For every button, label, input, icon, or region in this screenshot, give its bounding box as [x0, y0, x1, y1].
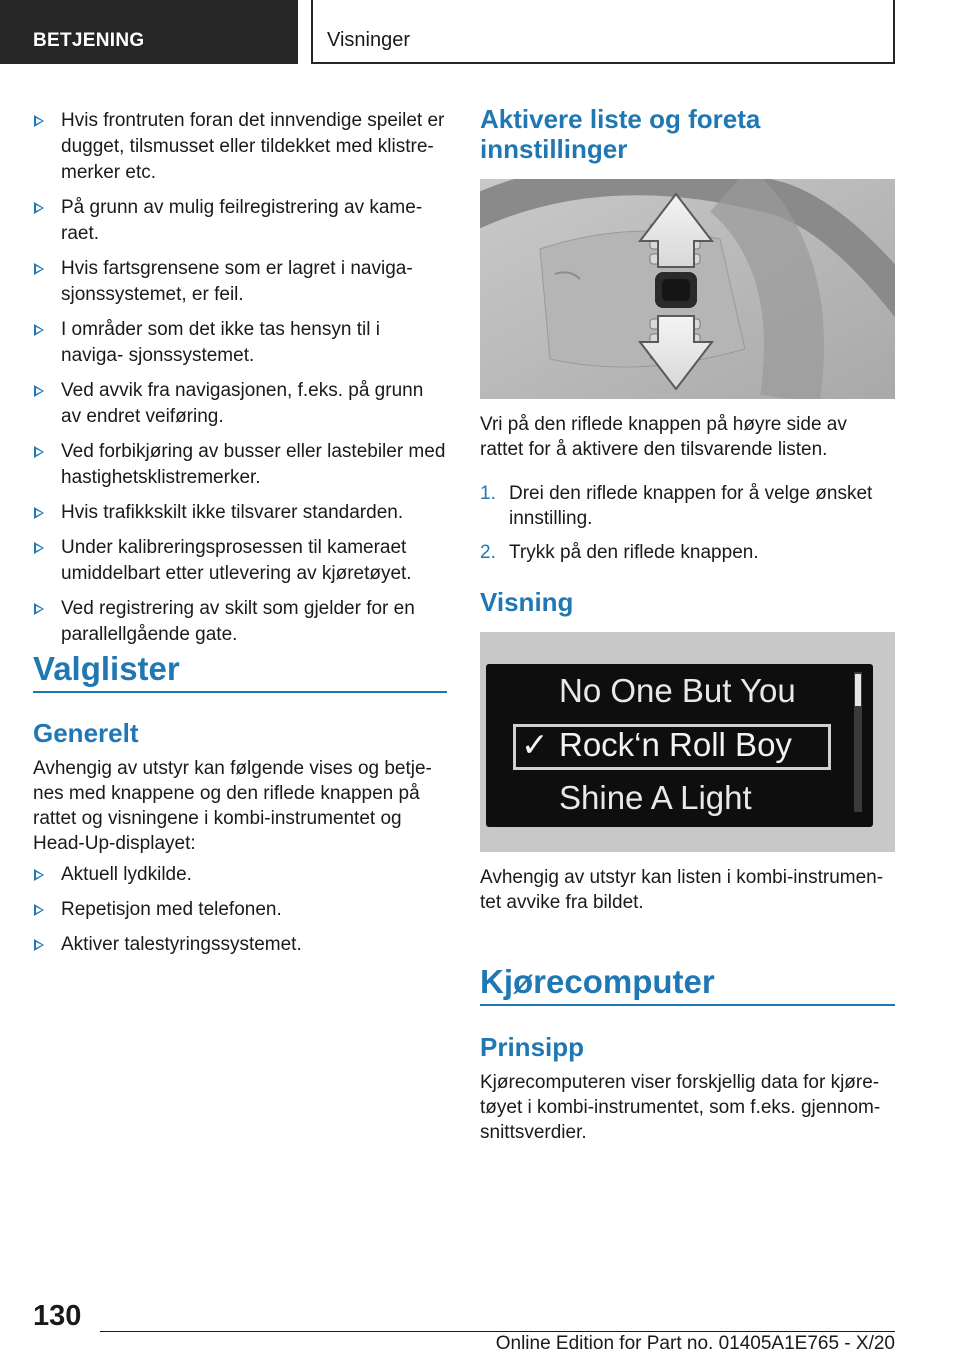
- footer-rule: [100, 1331, 895, 1332]
- wheel-caption: Vri på den riflede knappen på høyre side av rattet for å aktivere den tilsvarende listen.: [480, 414, 847, 460]
- list-item: Hvis frontruten foran det innvendige speilet er dugget, tilsmusset eller tildekket med klistre‐ merker etc.: [33, 108, 447, 186]
- bullet-triangle-icon: [34, 385, 44, 397]
- display-item-selected: Rock‘n Roll Boy: [559, 726, 792, 763]
- header-topic-box: [311, 0, 895, 64]
- header-section-tab: [0, 0, 298, 64]
- bullet-list-displays: [33, 862, 447, 967]
- list-item: Repetisjon med telefonen.: [33, 897, 447, 923]
- list-item: Ved forbikjøring av busser eller lastebiler med hastighetsklistremerker.: [33, 439, 447, 491]
- instrument-display-illustration: [480, 632, 895, 852]
- list-item: Hvis trafikkskilt ikke tilsvarer standarden.: [33, 500, 447, 526]
- section-title-valglister: Valglister: [33, 650, 180, 687]
- list-item: Aktiver talestyringssystemet.: [33, 932, 447, 958]
- list-item: Ved registrering av skilt som gjelder for en parallellgående gate.: [33, 596, 447, 648]
- display-item: No One But You: [559, 672, 796, 709]
- display-caption: Avhengig av utstyr kan listen i kombi-instrumen‐ tet avvike fra bildet.: [480, 867, 884, 913]
- display-item: Shine A Light: [559, 779, 752, 816]
- list-item: På grunn av mulig feilregistrering av kame‐ raet.: [33, 195, 447, 247]
- bullet-triangle-icon: [34, 603, 44, 615]
- section-divider: [480, 1004, 895, 1006]
- header-section-label: BETJENING: [33, 30, 145, 51]
- bullet-triangle-icon: [34, 507, 44, 519]
- intro-paragraph: Avhengig av utstyr kan følgende vises og betje‐ nes med knappene og den riflede knappen på rattet og visningene i kombi-instrumentet og Head-Up-displayet:: [33, 758, 432, 854]
- list-item: Ved avvik fra navigasjonen, f.eks. på grunn av endret veiføring.: [33, 378, 447, 430]
- steering-wheel-illustration: [480, 179, 895, 399]
- bullet-triangle-icon: [34, 446, 44, 458]
- step-item: 1. Drei den riflede knappen for å velge ønsket innstilling.: [480, 483, 873, 529]
- subsection-title-prinsipp: Prinsipp: [480, 1032, 585, 1062]
- bullet-triangle-icon: [34, 324, 44, 336]
- display-scrollbar-thumb: [855, 674, 861, 706]
- bullet-list-conditions: [33, 108, 447, 657]
- bullet-triangle-icon: [34, 542, 44, 554]
- principle-paragraph: Kjørecomputeren viser forskjellig data for kjøre‐ tøyet i kombi-instrumentet, som f.eks. gjennom‐ snittsverdier.: [480, 1072, 881, 1143]
- list-item: Hvis fartsgrensene som er lagret i naviga‐ sjonssystemet, er feil.: [33, 256, 447, 308]
- title-aktivere-liste: Aktivere liste og foreta innstillinger: [480, 104, 761, 164]
- bullet-triangle-icon: [34, 904, 44, 916]
- subsection-title-generelt: Generelt: [33, 718, 139, 748]
- bullet-triangle-icon: [34, 115, 44, 127]
- section-title-kjorecomputer: Kjørecomputer: [480, 963, 715, 1000]
- steps-list: [480, 481, 895, 574]
- section-divider: [33, 691, 447, 693]
- header-topic-label: Visninger: [327, 29, 411, 51]
- bullet-triangle-icon: [34, 939, 44, 951]
- edition-note: Online Edition for Part no. 01405A1E765 - X/20: [495, 1333, 895, 1354]
- step-item: 2. Trykk på den riflede knappen.: [480, 542, 759, 563]
- bullet-triangle-icon: [34, 202, 44, 214]
- checkmark-icon: ✓: [521, 726, 549, 763]
- list-item: I områder som det ikke tas hensyn til i naviga‐ sjonssystemet.: [33, 317, 447, 369]
- bullet-triangle-icon: [34, 263, 44, 275]
- display-screen: [486, 664, 873, 827]
- bullet-triangle-icon: [34, 869, 44, 881]
- steering-wheel-buttons-image: [480, 179, 895, 399]
- list-item: Aktuell lydkilde.: [33, 862, 447, 888]
- list-item: Under kalibreringsprosessen til kameraet umiddelbart etter utlevering av kjøretøyet.: [33, 535, 447, 587]
- page-number: 130: [33, 1300, 82, 1332]
- title-visning: Visning: [480, 587, 574, 617]
